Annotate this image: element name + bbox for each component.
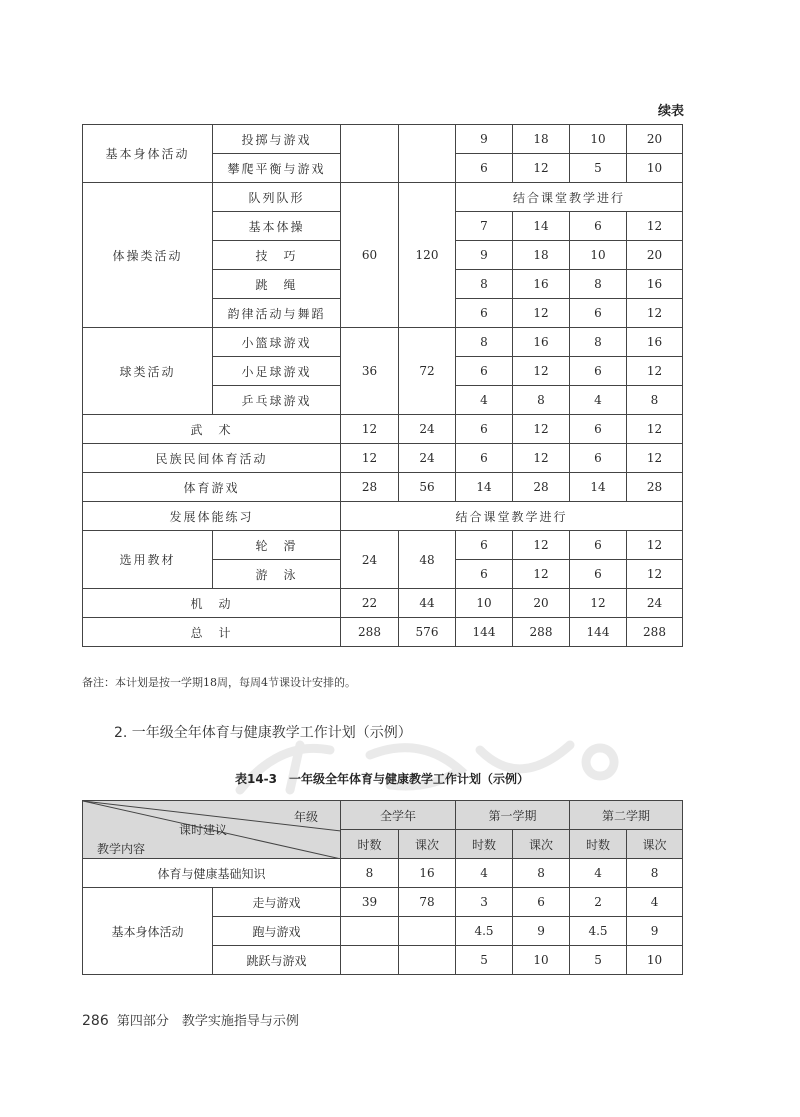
- merged-note-cell: 结合课堂教学进行: [456, 183, 683, 212]
- sem2-hours-cell: 10: [570, 125, 627, 154]
- sem2-hours-cell: 6: [570, 357, 627, 386]
- sem2-hours-cell: 5: [570, 946, 627, 975]
- sem2-classes-cell: 24: [627, 589, 683, 618]
- sem2-hours-cell: 4: [570, 859, 627, 888]
- year-classes-cell: 72: [399, 328, 456, 415]
- sem2-classes-cell: 8: [627, 386, 683, 415]
- sem2-classes-cell: 12: [627, 560, 683, 589]
- item-full-cell: 民族民间体育活动: [83, 444, 341, 473]
- diagonal-header-cell: [83, 801, 341, 859]
- sem1-hours-cell: 9: [456, 125, 513, 154]
- item-cell: 攀爬平衡与游戏: [213, 154, 341, 183]
- item-cell: 跳 绳: [213, 270, 341, 299]
- sem1-classes-cell: 8: [513, 859, 570, 888]
- sem1-classes-cell: 20: [513, 589, 570, 618]
- sem1-classes-cell: 18: [513, 125, 570, 154]
- sem2-hours-cell: 6: [570, 444, 627, 473]
- table-row-total: [83, 618, 683, 647]
- sem2-classes-cell: 16: [627, 328, 683, 357]
- sem2-classes-cell: 8: [627, 859, 683, 888]
- table-row: [83, 125, 683, 154]
- sem1-hours-cell: 6: [456, 154, 513, 183]
- item-cell: 队列队形: [213, 183, 341, 212]
- year-hours-cell: 36: [341, 328, 399, 415]
- sem1-classes-cell: 28: [513, 473, 570, 502]
- year-hours-cell: 8: [341, 859, 399, 888]
- table-row: [83, 502, 683, 531]
- plan-table-continued: [82, 124, 683, 647]
- classes-header: 课次: [513, 830, 570, 859]
- year-classes-cell: [399, 946, 456, 975]
- section-heading: 2. 一年级全年体育与健康教学工作计划（示例）: [114, 725, 412, 741]
- sem2-hours-cell: 144: [570, 618, 627, 647]
- table-caption: 表14-3 一年级全年体育与健康教学工作计划（示例）: [234, 772, 530, 786]
- sem1-hours-cell: 10: [456, 589, 513, 618]
- sem2-hours-cell: 4: [570, 386, 627, 415]
- sem1-classes-cell: 12: [513, 299, 570, 328]
- category-cell: 选用教材: [83, 531, 213, 589]
- year-classes-cell: 56: [399, 473, 456, 502]
- sem1-hours-cell: 8: [456, 270, 513, 299]
- classes-header: 课次: [399, 830, 456, 859]
- grade-header: 年级: [293, 810, 318, 824]
- sem2-classes-cell: 12: [627, 444, 683, 473]
- sem1-classes-cell: 8: [513, 386, 570, 415]
- sem1-hours-cell: 8: [456, 328, 513, 357]
- sem1-classes-cell: 12: [513, 560, 570, 589]
- sem2-header: 第二学期: [570, 801, 683, 830]
- year-hours-cell: 39: [341, 888, 399, 917]
- item-cell: 乒乓球游戏: [213, 386, 341, 415]
- sem2-classes-cell: 12: [627, 299, 683, 328]
- sem1-hours-cell: 6: [456, 299, 513, 328]
- item-full-cell: 总 计: [83, 618, 341, 647]
- sem2-hours-cell: 6: [570, 531, 627, 560]
- sem2-hours-cell: 6: [570, 560, 627, 589]
- item-cell: 小足球游戏: [213, 357, 341, 386]
- table-note: 备注：本计划是按一学期18周，每周4节课设计安排的。: [82, 676, 356, 689]
- sem2-classes-cell: 12: [627, 357, 683, 386]
- sem2-hours-cell: 8: [570, 328, 627, 357]
- item-cell: 韵律活动与舞蹈: [213, 299, 341, 328]
- sem2-hours-cell: 6: [570, 299, 627, 328]
- item-cell: 跑与游戏: [213, 917, 341, 946]
- sem2-classes-cell: 12: [627, 531, 683, 560]
- sem1-hours-cell: 14: [456, 473, 513, 502]
- year-classes-cell: 48: [399, 531, 456, 589]
- item-full-cell: 机 动: [83, 589, 341, 618]
- table-row: [83, 444, 683, 473]
- category-cell: 基本身体活动: [83, 888, 213, 975]
- sem1-hours-cell: 6: [456, 531, 513, 560]
- header-row: [83, 801, 683, 830]
- sem1-classes-cell: 12: [513, 531, 570, 560]
- sem2-classes-cell: 9: [627, 917, 683, 946]
- year-classes-cell: 44: [399, 589, 456, 618]
- sem1-hours-cell: 4: [456, 386, 513, 415]
- item-full-cell: 武 术: [83, 415, 341, 444]
- table-row: [83, 888, 683, 917]
- full-year-header: 全学年: [341, 801, 456, 830]
- item-cell: 跳跃与游戏: [213, 946, 341, 975]
- sem2-hours-cell: 12: [570, 589, 627, 618]
- hours-header: 时数: [570, 830, 627, 859]
- sem1-hours-cell: 7: [456, 212, 513, 241]
- sem1-hours-cell: 9: [456, 241, 513, 270]
- hours-suggest-header: 课时建议: [179, 823, 228, 837]
- sem1-classes-cell: 12: [513, 415, 570, 444]
- hours-header: 时数: [456, 830, 513, 859]
- page-footer: [82, 1010, 299, 1029]
- item-cell: 游 泳: [213, 560, 341, 589]
- table-row: [83, 328, 683, 357]
- year-hours-cell: 28: [341, 473, 399, 502]
- sem2-classes-cell: 288: [627, 618, 683, 647]
- table-row: [83, 859, 683, 888]
- item-cell: 技 巧: [213, 241, 341, 270]
- sem2-classes-cell: 4: [627, 888, 683, 917]
- sem2-classes-cell: 28: [627, 473, 683, 502]
- year-hours-cell: [341, 917, 399, 946]
- sem1-classes-cell: 14: [513, 212, 570, 241]
- item-cell: 投掷与游戏: [213, 125, 341, 154]
- sem2-classes-cell: 12: [627, 415, 683, 444]
- content-header: 教学内容: [97, 842, 146, 856]
- table-row: [83, 183, 683, 212]
- sem1-hours-cell: 5: [456, 946, 513, 975]
- year-classes-cell: 576: [399, 618, 456, 647]
- sem1-classes-cell: 12: [513, 444, 570, 473]
- sem2-classes-cell: 16: [627, 270, 683, 299]
- sem1-classes-cell: 12: [513, 154, 570, 183]
- merged-note-cell: 结合课堂教学进行: [341, 502, 683, 531]
- table-row: [83, 473, 683, 502]
- item-full-cell: 体育游戏: [83, 473, 341, 502]
- item-full-cell: 体育与健康基础知识: [83, 859, 341, 888]
- sem1-classes-cell: 9: [513, 917, 570, 946]
- sem2-hours-cell: 8: [570, 270, 627, 299]
- sem2-classes-cell: 20: [627, 241, 683, 270]
- sem1-classes-cell: 16: [513, 328, 570, 357]
- sem2-hours-cell: 2: [570, 888, 627, 917]
- year-hours-cell: 60: [341, 183, 399, 328]
- item-cell: 基本体操: [213, 212, 341, 241]
- year-hours-cell: 12: [341, 444, 399, 473]
- year-hours-cell: [341, 946, 399, 975]
- year-classes-cell: 78: [399, 888, 456, 917]
- year-classes-cell: [399, 917, 456, 946]
- sem2-hours-cell: 6: [570, 415, 627, 444]
- item-cell: 走与游戏: [213, 888, 341, 917]
- sem1-hours-cell: 6: [456, 357, 513, 386]
- sem2-classes-cell: 20: [627, 125, 683, 154]
- sem1-hours-cell: 4.5: [456, 917, 513, 946]
- category-cell: 基本身体活动: [83, 125, 213, 183]
- year-classes-cell: 24: [399, 415, 456, 444]
- sem1-hours-cell: 4: [456, 859, 513, 888]
- table-row: [83, 415, 683, 444]
- page-number: 286: [82, 1013, 109, 1029]
- grade1-plan-table: [82, 800, 683, 975]
- table-row: [83, 589, 683, 618]
- sem2-classes-cell: 12: [627, 212, 683, 241]
- year-classes-cell: 120: [399, 183, 456, 328]
- sem1-classes-cell: 12: [513, 357, 570, 386]
- year-hours-cell: 12: [341, 415, 399, 444]
- year-hours-cell: 288: [341, 618, 399, 647]
- sem2-hours-cell: 10: [570, 241, 627, 270]
- sem1-hours-cell: 144: [456, 618, 513, 647]
- item-cell: 小篮球游戏: [213, 328, 341, 357]
- footer-text: 第四部分 教学实施指导与示例: [116, 1014, 299, 1029]
- sem1-classes-cell: 288: [513, 618, 570, 647]
- table-row: [83, 531, 683, 560]
- sem1-hours-cell: 6: [456, 444, 513, 473]
- classes-header: 课次: [627, 830, 683, 859]
- item-cell: 轮 滑: [213, 531, 341, 560]
- year-hours-cell: [341, 125, 399, 183]
- sem1-classes-cell: 6: [513, 888, 570, 917]
- sem2-classes-cell: 10: [627, 154, 683, 183]
- hours-header: 时数: [341, 830, 399, 859]
- year-hours-cell: 24: [341, 531, 399, 589]
- sem1-classes-cell: 18: [513, 241, 570, 270]
- sem2-hours-cell: 4.5: [570, 917, 627, 946]
- sem2-hours-cell: 6: [570, 212, 627, 241]
- category-cell: 球类活动: [83, 328, 213, 415]
- continued-table-label: 续表: [657, 104, 684, 119]
- year-classes-cell: 24: [399, 444, 456, 473]
- sem1-classes-cell: 16: [513, 270, 570, 299]
- sem2-hours-cell: 5: [570, 154, 627, 183]
- sem1-hours-cell: 3: [456, 888, 513, 917]
- sem1-hours-cell: 6: [456, 415, 513, 444]
- sem1-header: 第一学期: [456, 801, 570, 830]
- year-hours-cell: 22: [341, 589, 399, 618]
- year-classes-cell: [399, 125, 456, 183]
- sem2-classes-cell: 10: [627, 946, 683, 975]
- category-cell: 体操类活动: [83, 183, 213, 328]
- year-classes-cell: 16: [399, 859, 456, 888]
- sem1-hours-cell: 6: [456, 560, 513, 589]
- item-full-cell: 发展体能练习: [83, 502, 341, 531]
- sem2-hours-cell: 14: [570, 473, 627, 502]
- sem1-classes-cell: 10: [513, 946, 570, 975]
